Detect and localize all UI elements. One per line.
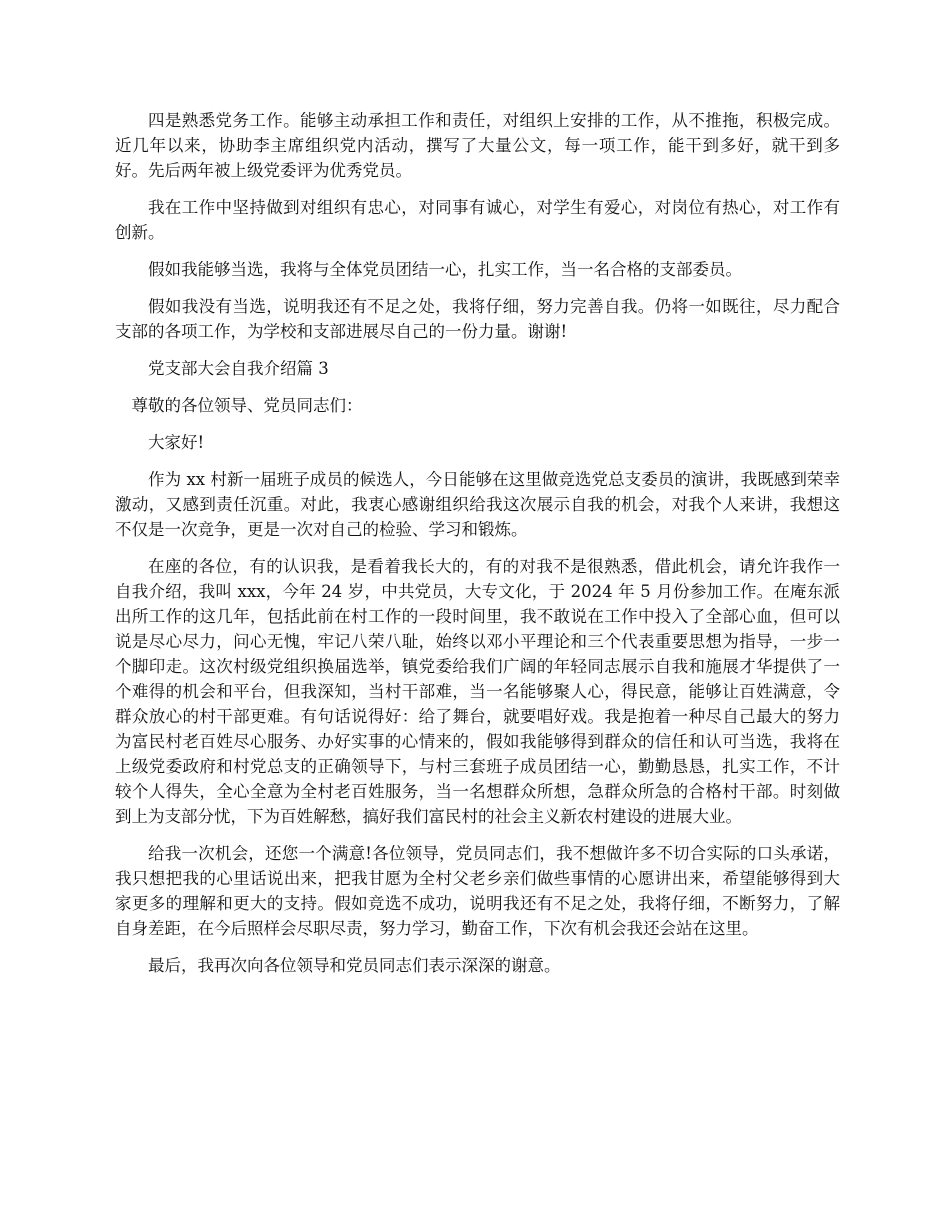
paragraph-self-introduction: 在座的各位，有的认识我，是看着我长大的，有的对我不是很熟悉，借此机会，请允许我作一自我介绍，我叫 xxx，今年 24 岁，中共党员，大专文化，于 2024 年 5 月份参加工作。在庵东派出所工作的这几年，包括此前在村工作的一段时间里，我不敢说在工作中投入了全部心血，但可以说是尽心尽力，问心无愧，牢记八荣八耻，始终以邓小平理论和三个代表重要思想为指导，一步一个脚印走。这次村级党组织换届选举，镇党委给我们广阔的年轻同志展示自我和施展才华提供了一个难得的机会和平台，但我深知，当村干部难，当一名能够聚人心，得民意，能够让百姓满意，令群众放心的村干部更难。有句话说得好：给了舞台，就要唱好戏。我是抱着一种尽自己最大的努力为富民村老百姓尽心服务、办好实事的心情来的，假如我能够得到群众的信任和认可当选，我将在上级党委政府和村党总支的正确领导下，与村三套班子成员团结一心，勤勤恳恳，扎实工作，不计较个人得失，全心全意为全村老百姓服务，当一名想群众所想，急群众所急的合格村干部。时刻做到上为支部分忧，下为百姓解愁，搞好我们富民村的社会主义新农村建设的进展大业。 [115,557,840,826]
paragraph-duty-work: 四是熟悉党务工作。能够主动承担工作和责任，对组织上安排的工作，从不推拖，积极完成。近几年以来，协助李主席组织党内活动，撰写了大量公文，每一项工作，能干到多好，就干到多好。先后两年被上级党委评为优秀党员。 [115,111,840,180]
paragraph-if-elected: 假如我能够当选，我将与全体党员团结一心，扎实工作，当一名合格的支部委员。 [148,260,742,279]
paragraph-give-me-a-chance: 给我一次机会，还您一个满意!各位领导，党员同志们，我不想做许多不切合实际的口头承诺，我只想把我的心里话说出来，把我甘愿为全村父老乡亲们做些事情的心愿讲出来，希望能够得到大家更多的理解和更大的支持。假如竞选不成功，说明我还有不足之处，我将仔细，不断努力，了解自身差距，在今后照样会尽职尽责，努力学习，勤奋工作，下次有机会我还会站在这里。 [115,844,840,938]
paragraph-loyalty: 我在工作中坚持做到对组织有忠心，对同事有诚心，对学生有爱心，对岗位有热心，对工作有创新。 [115,198,840,242]
paragraph-closing: 最后，我再次向各位领导和党员同志们表示深深的谢意。 [148,956,561,975]
document-body [115,108,840,990]
paragraph-if-not-elected: 假如我没有当选，说明我还有不足之处，我将仔细，努力完善自我。仍将一如既往，尽力配合支部的各项工作，为学校和支部进展尽自己的一份力量。谢谢! [115,297,840,341]
salutation: 尊敬的各位领导、党员同志们： [131,396,363,415]
greeting: 大家好! [148,433,205,452]
paragraph-candidate-intro: 作为 xx 村新一届班子成员的候选人，今日能够在这里做竞选党总支委员的演讲，我既感到荣幸激动，又感到责任沉重。对此，我衷心感谢组织给我这次展示自我的机会，对我个人来讲，我想这不仅是一次竞争，更是一次对自己的检验、学习和锻炼。 [115,470,840,539]
section-heading: 党支部大会自我介绍篇 3 [148,359,329,378]
